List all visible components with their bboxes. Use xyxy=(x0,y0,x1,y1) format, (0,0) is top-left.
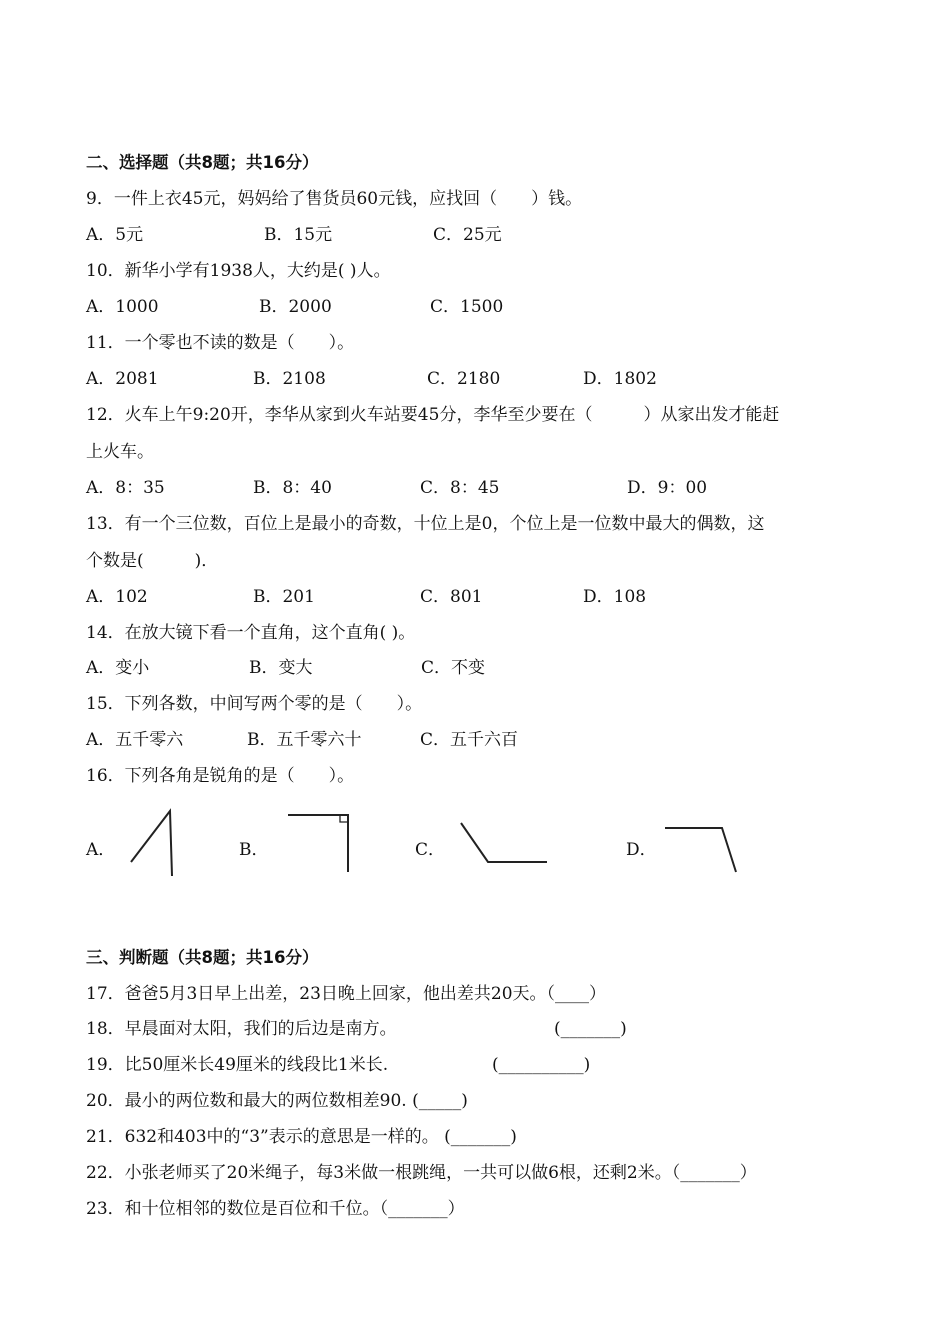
q18-answer-blank[interactable]: (_______) xyxy=(554,1019,627,1039)
q16-option-a: A． xyxy=(86,840,116,860)
q16-stem: 16．下列各角是锐角的是（ ）。 xyxy=(86,766,355,786)
q14-option-c: C．不变 xyxy=(421,658,486,678)
q13-option-c: C．801 xyxy=(420,587,483,607)
q10-stem: 10．新华小学有1938人，大约是( )人。 xyxy=(86,261,391,281)
q15-option-b: B．五千零六十 xyxy=(247,730,362,750)
q11-stem: 11．一个零也不读的数是（ ）。 xyxy=(86,333,355,353)
q18-statement: 18．早晨面对太阳，我们的后边是南方。 xyxy=(86,1019,397,1039)
q12-option-b: B．8：40 xyxy=(253,478,332,498)
q11-option-b: B．2108 xyxy=(253,369,326,389)
q15-option-a: A．五千零六 xyxy=(86,730,184,750)
q14-stem: 14．在放大镜下看一个直角，这个直角( )。 xyxy=(86,623,416,643)
q17-statement: 17．爸爸5月3日早上出差，23日晚上回家，他出差共20天。（____） xyxy=(86,984,607,1004)
q13-option-d: D．108 xyxy=(583,587,647,607)
q16-angle-a-figure xyxy=(128,808,178,878)
q23-statement: 23．和十位相邻的数位是百位和千位。（_______） xyxy=(86,1199,465,1219)
q19-statement: 19．比50厘米长49厘米的线段比1米长. xyxy=(86,1055,389,1075)
q9-option-c: C．25元 xyxy=(433,225,502,245)
q16-option-d: D． xyxy=(626,840,657,860)
q9-option-b: B．15元 xyxy=(264,225,333,245)
q14-option-b: B．变大 xyxy=(249,658,313,678)
q12-stem-line2: 上火车。 xyxy=(86,442,154,462)
q15-stem: 15．下列各数，中间写两个零的是（ ）。 xyxy=(86,694,423,714)
q11-option-c: C．2180 xyxy=(427,369,501,389)
q19-answer-blank[interactable]: (__________) xyxy=(492,1055,591,1075)
q12-option-c: C．8：45 xyxy=(420,478,500,498)
q16-angle-d-figure xyxy=(662,824,742,876)
q16-angle-b-figure xyxy=(286,812,352,874)
q11-option-a: A．2081 xyxy=(86,369,159,389)
q20-statement: 20．最小的两位数和最大的两位数相差90. (_____) xyxy=(86,1091,468,1111)
q10-option-a: A．1000 xyxy=(86,297,159,317)
q10-option-c: C．1500 xyxy=(430,297,504,317)
q12-option-a: A．8：35 xyxy=(86,478,165,498)
q9-option-a: A．5元 xyxy=(86,225,144,245)
section3-heading: 三、判断题（共8题；共16分） xyxy=(86,948,319,967)
q12-option-d: D．9：00 xyxy=(627,478,708,498)
q9-stem: 9．一件上衣45元，妈妈给了售货员60元钱，应找回（ ）钱。 xyxy=(86,189,583,209)
q22-statement: 22．小张老师买了20米绳子，每3米做一根跳绳，一共可以做6根，还剩2米。（_______） xyxy=(86,1163,757,1183)
q10-option-b: B．2000 xyxy=(259,297,332,317)
q15-option-c: C．五千六百 xyxy=(420,730,519,750)
q13-option-b: B．201 xyxy=(253,587,315,607)
q13-stem-line1: 13．有一个三位数，百位上是最小的奇数，十位上是0，个位上是一位数中最大的偶数，这 xyxy=(86,514,765,534)
q11-option-d: D．1802 xyxy=(583,369,657,389)
q12-stem-line1: 12．火车上午9:20开，李华从家到火车站要45分，李华至少要在（ ）从家出发才能赶 xyxy=(86,405,780,425)
q16-option-b: B． xyxy=(239,840,269,860)
section2-heading: 二、选择题（共8题；共16分） xyxy=(86,153,319,172)
q16-angle-c-figure xyxy=(458,820,550,866)
q21-statement: 21．632和403中的“3”表示的意思是一样的。 (_______) xyxy=(86,1127,517,1147)
q16-option-c: C． xyxy=(415,840,446,860)
q13-stem-line2: 个数是( )． xyxy=(86,551,219,571)
q13-option-a: A．102 xyxy=(86,587,148,607)
q14-option-a: A．变小 xyxy=(86,658,150,678)
